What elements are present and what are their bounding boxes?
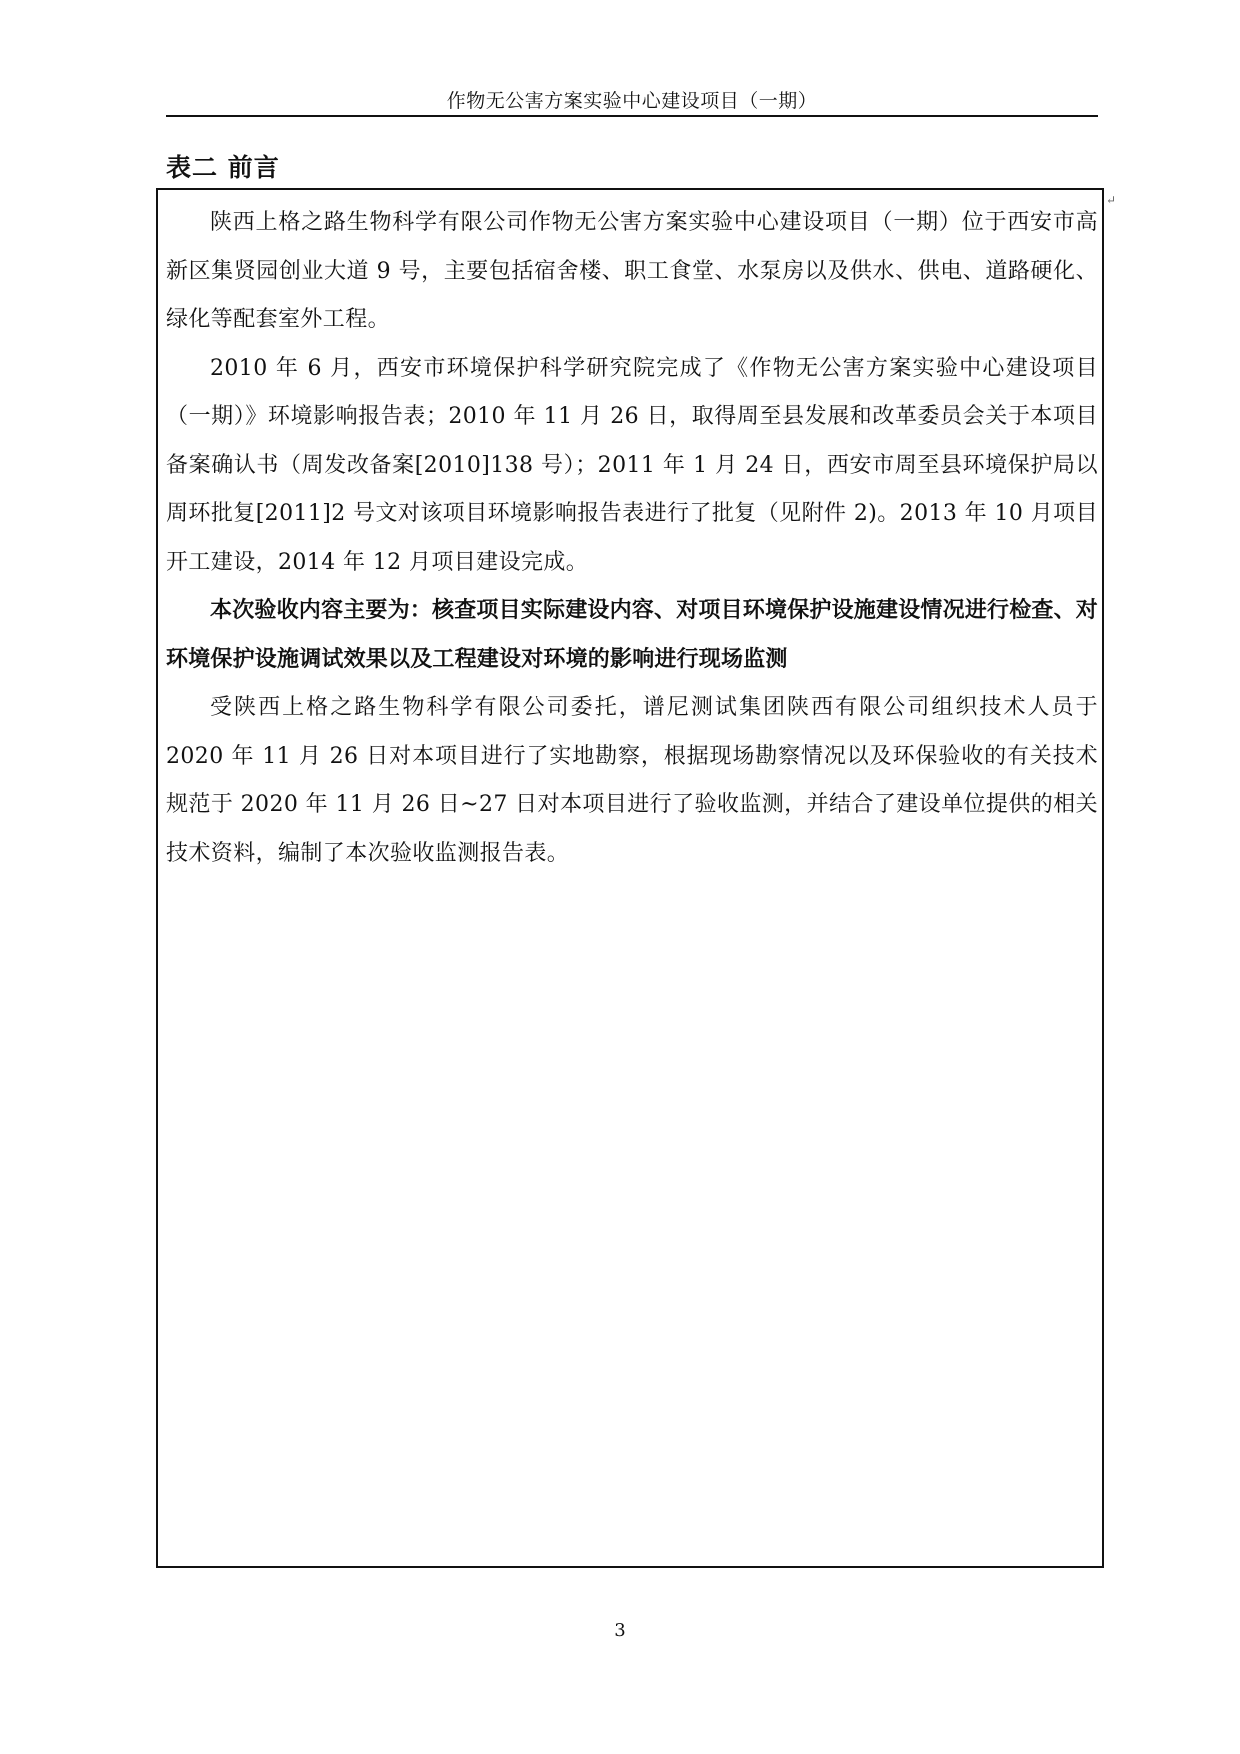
paragraph-mark-icon: ↵ — [1106, 193, 1117, 207]
content-body — [166, 199, 1098, 878]
section-title: 表二 前言 — [166, 153, 280, 182]
running-header: 作物无公害方案实验中心建设项目（一期） — [446, 90, 818, 112]
page-number: 3 — [614, 1620, 626, 1641]
paragraph-approval-history: 2010 年 6 月，西安市环境保护科学研究院完成了《作物无公害方案实验中心建设项目（一期）》环境影响报告表；2010 年 11 月 26 日，取得周至县发展和改革委员会关于本项目备案确认书（周发改备案[2010]138 号）；2011 年 1 月 24 日，西安市周至县环境保护局以周环批复[2011]2 号文对该项目环境影响报告表进行了批复（见附件 2)。2013 年 10 月项目开工建设，2014 年 12 月项目建设完成。 — [166, 355, 1098, 575]
header-rule — [166, 115, 1098, 117]
paragraph-commission: 受陕西上格之路生物科学有限公司委托，谱尼测试集团陕西有限公司组织技术人员于 2020 年 11 月 26 日对本项目进行了实地勘察，根据现场勘察情况以及环保验收的有关技术规范于 2020 年 11 月 26 日~27 日对本项目进行了验收监测，并结合了建设单位提供的相关技术资料，编制了本次验收监测报告表。 — [166, 695, 1098, 866]
paragraph-acceptance-scope: 本次验收内容主要为：核查项目实际建设内容、对项目环境保护设施建设情况进行检查、对环境保护设施调试效果以及工程建设对环境的影响进行现场监测 — [166, 598, 1099, 672]
paragraph-project-location: 陕西上格之路生物科学有限公司作物无公害方案实验中心建设项目（一期）位于西安市高新区集贤园创业大道 9 号，主要包括宿舍楼、职工食堂、水泵房以及供水、供电、道路硬化、绿化等配套室外工程。 — [166, 210, 1098, 332]
